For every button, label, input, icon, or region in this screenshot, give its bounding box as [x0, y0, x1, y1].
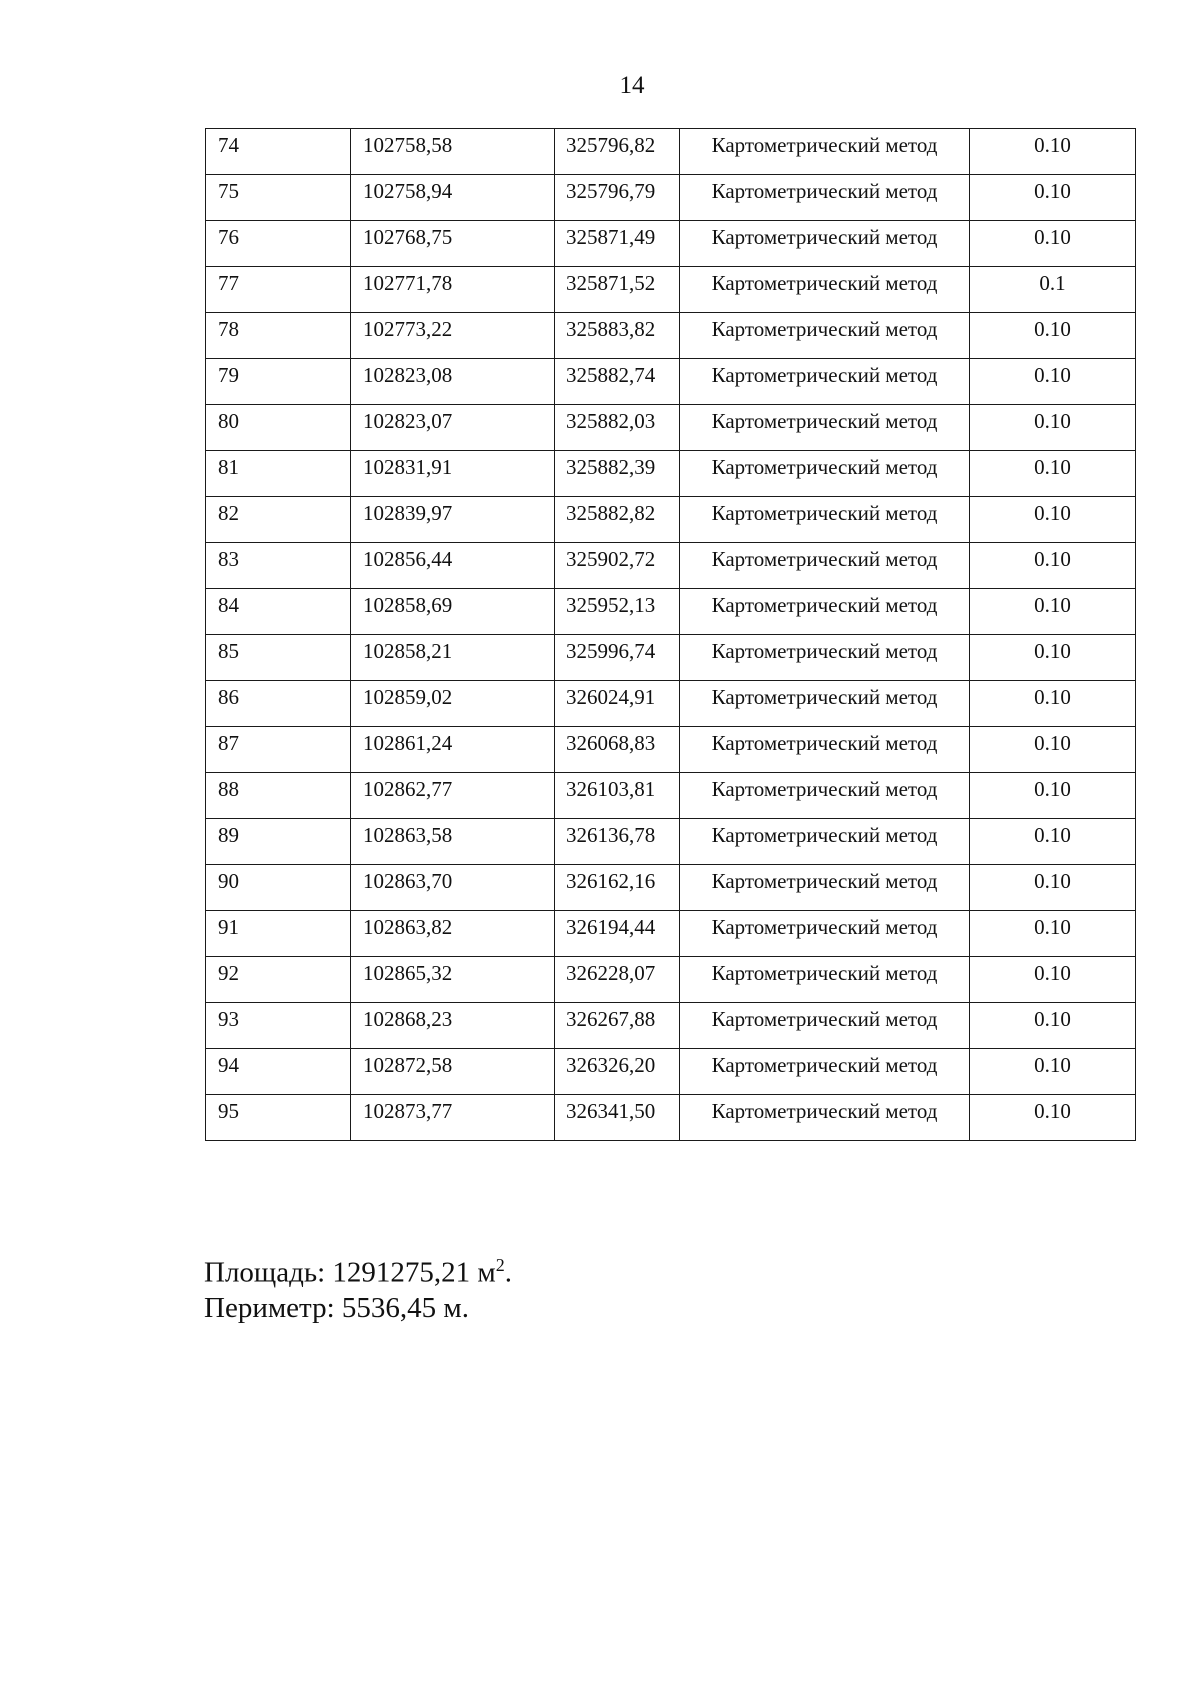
- x-coordinate-cell: 102863,70: [351, 865, 555, 911]
- table-row: [206, 1095, 1136, 1141]
- y-coordinate-cell: 325882,39: [555, 451, 680, 497]
- precision-cell: 0.10: [970, 129, 1136, 175]
- precision-cell: 0.10: [970, 405, 1136, 451]
- x-coordinate-cell: 102771,78: [351, 267, 555, 313]
- precision-cell: 0.10: [970, 543, 1136, 589]
- point-number-cell: 82: [206, 497, 351, 543]
- point-number-cell: 93: [206, 1003, 351, 1049]
- y-coordinate-cell: 326228,07: [555, 957, 680, 1003]
- precision-cell: 0.10: [970, 1003, 1136, 1049]
- precision-cell: 0.10: [970, 957, 1136, 1003]
- table-row: [206, 681, 1136, 727]
- x-coordinate-cell: 102823,07: [351, 405, 555, 451]
- method-cell: Картометрический метод: [680, 911, 970, 957]
- area-period: .: [504, 1256, 513, 1289]
- precision-cell: 0.10: [970, 727, 1136, 773]
- point-number-cell: 88: [206, 773, 351, 819]
- x-coordinate-cell: 102873,77: [351, 1095, 555, 1141]
- point-number-cell: 90: [206, 865, 351, 911]
- precision-cell: 0.10: [970, 313, 1136, 359]
- method-cell: Картометрический метод: [680, 497, 970, 543]
- table-row: [206, 1003, 1136, 1049]
- y-coordinate-cell: 326024,91: [555, 681, 680, 727]
- table-row: [206, 221, 1136, 267]
- point-number-cell: 92: [206, 957, 351, 1003]
- precision-cell: 0.10: [970, 819, 1136, 865]
- table-row: [206, 405, 1136, 451]
- precision-cell: 0.10: [970, 1049, 1136, 1095]
- method-cell: Картометрический метод: [680, 405, 970, 451]
- table-row: [206, 589, 1136, 635]
- point-number-cell: 81: [206, 451, 351, 497]
- table-row: [206, 819, 1136, 865]
- precision-cell: 0.10: [970, 1095, 1136, 1141]
- x-coordinate-cell: 102823,08: [351, 359, 555, 405]
- method-cell: Картометрический метод: [680, 773, 970, 819]
- precision-cell: 0.10: [970, 865, 1136, 911]
- point-number-cell: 85: [206, 635, 351, 681]
- point-number-cell: 80: [206, 405, 351, 451]
- precision-cell: 0.10: [970, 497, 1136, 543]
- point-number-cell: 95: [206, 1095, 351, 1141]
- point-number-cell: 87: [206, 727, 351, 773]
- y-coordinate-cell: 325882,74: [555, 359, 680, 405]
- y-coordinate-cell: 326136,78: [555, 819, 680, 865]
- method-cell: Картометрический метод: [680, 313, 970, 359]
- point-number-cell: 77: [206, 267, 351, 313]
- table-row: [206, 727, 1136, 773]
- y-coordinate-cell: 325996,74: [555, 635, 680, 681]
- method-cell: Картометрический метод: [680, 175, 970, 221]
- point-number-cell: 74: [206, 129, 351, 175]
- point-number-cell: 75: [206, 175, 351, 221]
- summary-block: [204, 1248, 512, 1326]
- point-number-cell: 76: [206, 221, 351, 267]
- x-coordinate-cell: 102856,44: [351, 543, 555, 589]
- method-cell: Картометрический метод: [680, 727, 970, 773]
- table-row: [206, 175, 1136, 221]
- x-coordinate-cell: 102839,97: [351, 497, 555, 543]
- table-row: [206, 497, 1136, 543]
- table-row: [206, 359, 1136, 405]
- y-coordinate-cell: 325883,82: [555, 313, 680, 359]
- method-cell: Картометрический метод: [680, 543, 970, 589]
- area-line: [204, 1248, 512, 1291]
- method-cell: Картометрический метод: [680, 681, 970, 727]
- table-row: [206, 635, 1136, 681]
- point-number-cell: 83: [206, 543, 351, 589]
- method-cell: Картометрический метод: [680, 359, 970, 405]
- precision-cell: 0.10: [970, 773, 1136, 819]
- table-row: [206, 1049, 1136, 1095]
- method-cell: Картометрический метод: [680, 819, 970, 865]
- method-cell: Картометрический метод: [680, 1095, 970, 1141]
- precision-cell: 0.10: [970, 635, 1136, 681]
- y-coordinate-cell: 325882,03: [555, 405, 680, 451]
- x-coordinate-cell: 102768,75: [351, 221, 555, 267]
- coordinates-table-body: [206, 129, 1136, 1141]
- table-row: [206, 543, 1136, 589]
- x-coordinate-cell: 102858,69: [351, 589, 555, 635]
- method-cell: Картометрический метод: [680, 957, 970, 1003]
- x-coordinate-cell: 102865,32: [351, 957, 555, 1003]
- table-row: [206, 865, 1136, 911]
- y-coordinate-cell: 325796,79: [555, 175, 680, 221]
- x-coordinate-cell: 102758,58: [351, 129, 555, 175]
- table-row: [206, 911, 1136, 957]
- y-coordinate-cell: 326103,81: [555, 773, 680, 819]
- table-row: [206, 451, 1136, 497]
- y-coordinate-cell: 325871,49: [555, 221, 680, 267]
- y-coordinate-cell: 326194,44: [555, 911, 680, 957]
- point-number-cell: 94: [206, 1049, 351, 1095]
- table-row: [206, 957, 1136, 1003]
- x-coordinate-cell: 102773,22: [351, 313, 555, 359]
- precision-cell: 0.10: [970, 911, 1136, 957]
- y-coordinate-cell: 325902,72: [555, 543, 680, 589]
- y-coordinate-cell: 326068,83: [555, 727, 680, 773]
- area-superscript: 2: [495, 1255, 505, 1275]
- x-coordinate-cell: 102868,23: [351, 1003, 555, 1049]
- precision-cell: 0.10: [970, 451, 1136, 497]
- point-number-cell: 86: [206, 681, 351, 727]
- method-cell: Картометрический метод: [680, 129, 970, 175]
- y-coordinate-cell: 325882,82: [555, 497, 680, 543]
- x-coordinate-cell: 102863,58: [351, 819, 555, 865]
- point-number-cell: 84: [206, 589, 351, 635]
- table-row: [206, 313, 1136, 359]
- x-coordinate-cell: 102758,94: [351, 175, 555, 221]
- precision-cell: 0.10: [970, 175, 1136, 221]
- table-row: [206, 129, 1136, 175]
- method-cell: Картометрический метод: [680, 1003, 970, 1049]
- x-coordinate-cell: 102861,24: [351, 727, 555, 773]
- y-coordinate-cell: 326267,88: [555, 1003, 680, 1049]
- point-number-cell: 79: [206, 359, 351, 405]
- method-cell: Картометрический метод: [680, 1049, 970, 1095]
- x-coordinate-cell: 102863,82: [351, 911, 555, 957]
- page-number: 14: [619, 72, 645, 99]
- method-cell: Картометрический метод: [680, 635, 970, 681]
- x-coordinate-cell: 102872,58: [351, 1049, 555, 1095]
- coordinates-table: [205, 128, 1136, 1141]
- method-cell: Картометрический метод: [680, 451, 970, 497]
- method-cell: Картометрический метод: [680, 221, 970, 267]
- y-coordinate-cell: 325871,52: [555, 267, 680, 313]
- y-coordinate-cell: 326341,50: [555, 1095, 680, 1141]
- perimeter-line: Периметр: 5536,45 м.: [204, 1291, 469, 1324]
- precision-cell: 0.10: [970, 589, 1136, 635]
- x-coordinate-cell: 102862,77: [351, 773, 555, 819]
- area-text: Площадь: 1291275,21 м: [204, 1256, 496, 1289]
- point-number-cell: 89: [206, 819, 351, 865]
- y-coordinate-cell: 325952,13: [555, 589, 680, 635]
- precision-cell: 0.10: [970, 221, 1136, 267]
- x-coordinate-cell: 102858,21: [351, 635, 555, 681]
- method-cell: Картометрический метод: [680, 589, 970, 635]
- method-cell: Картометрический метод: [680, 865, 970, 911]
- table-row: [206, 773, 1136, 819]
- point-number-cell: 91: [206, 911, 351, 957]
- x-coordinate-cell: 102831,91: [351, 451, 555, 497]
- precision-cell: 0.10: [970, 359, 1136, 405]
- point-number-cell: 78: [206, 313, 351, 359]
- y-coordinate-cell: 326326,20: [555, 1049, 680, 1095]
- x-coordinate-cell: 102859,02: [351, 681, 555, 727]
- method-cell: Картометрический метод: [680, 267, 970, 313]
- precision-cell: 0.10: [970, 681, 1136, 727]
- precision-cell: 0.1: [970, 267, 1136, 313]
- y-coordinate-cell: 325796,82: [555, 129, 680, 175]
- table-row: [206, 267, 1136, 313]
- y-coordinate-cell: 326162,16: [555, 865, 680, 911]
